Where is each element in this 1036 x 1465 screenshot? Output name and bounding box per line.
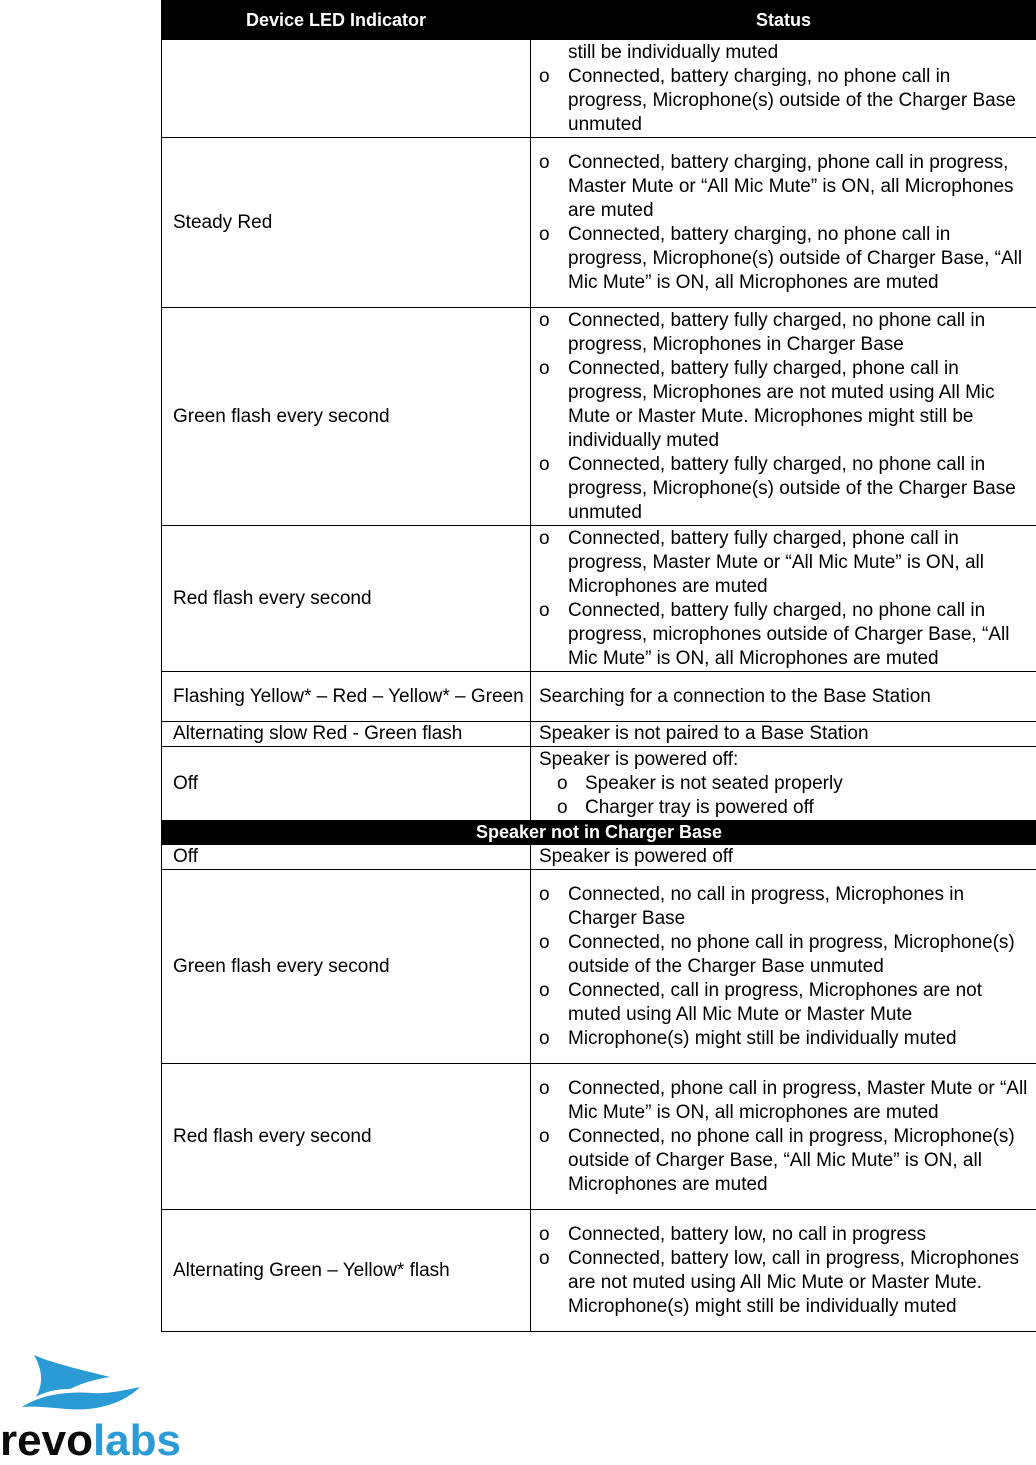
table-row (162, 845, 1036, 870)
list-item: o Speaker is not seated properly (557, 772, 1032, 796)
status-cell (531, 308, 1036, 526)
status-list (539, 151, 1032, 295)
table-row (162, 1064, 1036, 1210)
table-header-row (162, 1, 1036, 40)
table-row (162, 526, 1036, 672)
section-title: Speaker not in Charger Base (162, 821, 1036, 845)
led-indicator-cell: Off (162, 747, 531, 821)
status-list (539, 309, 1032, 525)
status-cell (531, 870, 1036, 1064)
list-item: o Connected, no phone call in progress, Microphone(s) outside of the Charger Base unmuted (539, 931, 1032, 979)
list-item: o Connected, battery low, no call in progress (539, 1223, 1032, 1247)
status-cell (531, 1064, 1036, 1210)
list-item: o Connected, no phone call in progress, Microphone(s) outside of Charger Base, “All Mic Mute” is ON, all Microphones are muted (539, 1125, 1032, 1197)
status-cell (531, 40, 1036, 138)
table-row (162, 870, 1036, 1064)
list-item: o Connected, battery charging, no phone call in progress, Microphone(s) outside of Charger Base, “All Mic Mute” is ON, all Microphones are muted (539, 223, 1032, 295)
led-indicator-cell: Green flash every second (162, 870, 531, 1064)
led-indicator-cell: Alternating Green – Yellow* flash (162, 1210, 531, 1332)
led-indicator-cell: Off (162, 845, 531, 870)
status-cell: Searching for a connection to the Base Station (531, 672, 1036, 722)
led-indicator-cell: Red flash every second (162, 1064, 531, 1210)
status-cell (531, 747, 1036, 821)
table-row (162, 722, 1036, 747)
table-row (162, 138, 1036, 308)
status-sublist (539, 772, 1032, 820)
list-item: o Microphone(s) might still be individually muted (539, 1027, 1032, 1051)
status-list (539, 883, 1032, 1051)
status-cell: Speaker is not paired to a Base Station (531, 722, 1036, 747)
status-cell (531, 1210, 1036, 1332)
header-status: Status (531, 1, 1036, 40)
list-item: o Connected, no call in progress, Microphones in Charger Base (539, 883, 1032, 931)
led-indicator-cell: Green flash every second (162, 308, 531, 526)
status-continuation: still be individually muted (539, 41, 1032, 65)
list-item: o Connected, battery fully charged, no phone call in progress, Microphone(s) outside of the Charger Base unmuted (539, 453, 1032, 525)
section-header-row (162, 821, 1036, 845)
logo-wordmark (0, 1418, 181, 1464)
status-list (539, 1077, 1032, 1197)
led-status-table (161, 0, 1036, 1332)
status-cell: Speaker is powered off (531, 845, 1036, 870)
list-item: o Charger tray is powered off (557, 796, 1032, 820)
header-device-led-indicator: Device LED Indicator (162, 1, 531, 40)
status-cell (531, 526, 1036, 672)
status-list (539, 527, 1032, 671)
list-item: o Connected, battery charging, phone call in progress, Master Mute or “All Mic Mute” is ON, all Microphones are muted (539, 151, 1032, 223)
table-row (162, 40, 1036, 138)
status-list (539, 1223, 1032, 1319)
list-item: o Connected, battery charging, no phone call in progress, Microphone(s) outside of the Charger Base unmuted (539, 65, 1032, 137)
list-item: o Connected, battery fully charged, no phone call in progress, microphones outside of Charger Base, “All Mic Mute” is ON, all Microphones are muted (539, 599, 1032, 671)
led-indicator-cell: Steady Red (162, 138, 531, 308)
led-indicator-cell: Red flash every second (162, 526, 531, 672)
table-row (162, 672, 1036, 722)
led-indicator-cell: Alternating slow Red - Green flash (162, 722, 531, 747)
status-cell (531, 138, 1036, 308)
list-item: o Connected, battery fully charged, no phone call in progress, Microphones in Charger Base (539, 309, 1032, 357)
list-item: o Connected, phone call in progress, Master Mute or “All Mic Mute” is ON, all microphones are muted (539, 1077, 1032, 1125)
status-list (539, 65, 1032, 137)
list-item: o Connected, battery low, call in progress, Microphones are not muted using All Mic Mute or Master Mute. Microphone(s) might still be individually muted (539, 1247, 1032, 1319)
logo-text-dark: revo (0, 1416, 93, 1465)
status-text: Speaker is powered off: (539, 748, 1032, 772)
led-indicator-cell: Flashing Yellow* – Red – Yellow* – Green (162, 672, 531, 722)
led-indicator-cell (162, 40, 531, 138)
list-item: o Connected, battery fully charged, phone call in progress, Microphones are not muted using All Mic Mute or Master Mute. Microphones might still be individually muted (539, 357, 1032, 453)
table-row (162, 308, 1036, 526)
table-row (162, 1210, 1036, 1332)
logo-text-blue: labs (93, 1416, 181, 1465)
list-item: o Connected, call in progress, Microphones are not muted using All Mic Mute or Master Mute (539, 979, 1032, 1027)
table-row (162, 747, 1036, 821)
list-item: o Connected, battery fully charged, phone call in progress, Master Mute or “All Mic Mute” is ON, all Microphones are muted (539, 527, 1032, 599)
